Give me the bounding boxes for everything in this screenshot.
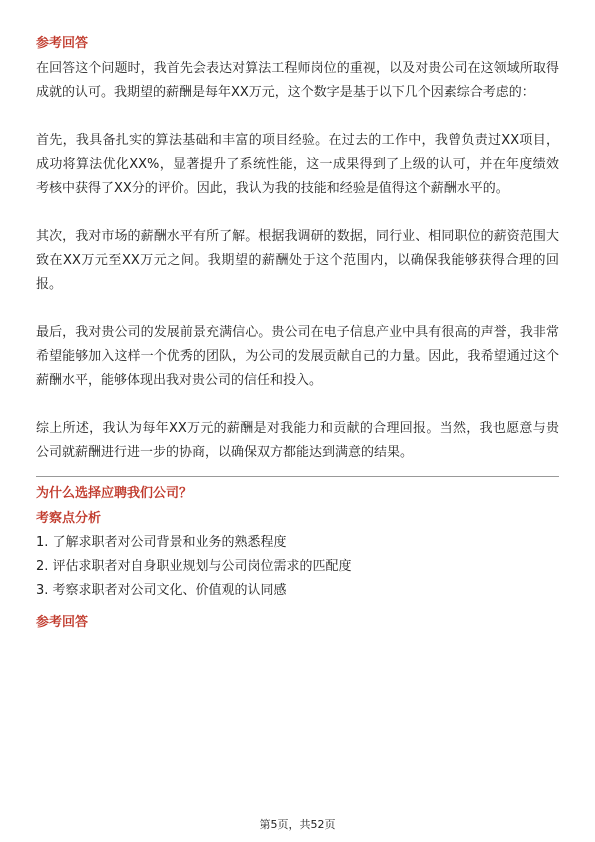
list-item: 2. 评估求职者对自身职业规划与公司岗位需求的匹配度 bbox=[36, 559, 352, 574]
page-content bbox=[36, 34, 559, 635]
answer-paragraph-first: 首先，我具备扎实的算法基础和丰富的项目经验。在过去的工作中，我曾负责过XX项目，成功将算法优化XX%，显著提升了系统性能，这一成果得到了上级的认可，并在年度绩效考核中获得了XX分的评价。因此，我认为我的技能和经验是值得这个薪酬水平的。 bbox=[36, 133, 559, 196]
question-title: 为什么选择应聘我们公司？ bbox=[36, 486, 193, 501]
list-item: 1. 了解求职者对公司背景和业务的熟悉程度 bbox=[36, 535, 287, 550]
reference-answer-heading: 参考回答 bbox=[36, 36, 89, 51]
list-item: 3. 考察求职者对公司文化、价值观的认同感 bbox=[36, 583, 287, 598]
answer-paragraph-intro: 在回答这个问题时，我首先会表达对算法工程师岗位的重视，以及对贵公司在这领域所取得成就的认可。我期望的薪酬是每年XX万元，这个数字是基于以下几个因素综合考虑的： bbox=[36, 61, 559, 100]
page-number: 第5页，共52页 bbox=[259, 818, 336, 831]
analysis-heading: 考察点分析 bbox=[36, 511, 102, 526]
answer-paragraph-third: 最后，我对贵公司的发展前景充满信心。贵公司在电子信息产业中具有很高的声誉，我非常希望能够加入这样一个优秀的团队，为公司的发展贡献自己的力量。因此，我希望通过这个薪酬水平，能够体现出我对贵公司的信任和投入。 bbox=[36, 325, 559, 388]
analysis-list bbox=[36, 531, 559, 603]
reference-answer-heading-2: 参考回答 bbox=[36, 615, 89, 630]
answer-paragraph-summary: 综上所述，我认为每年XX万元的薪酬是对我能力和贡献的合理回报。当然，我也愿意与贵公司就薪酬进行进一步的协商，以确保双方都能达到满意的结果。 bbox=[36, 421, 559, 460]
section-divider bbox=[36, 476, 559, 477]
answer-paragraph-second: 其次，我对市场的薪酬水平有所了解。根据我调研的数据，同行业、相同职位的薪资范围大致在XX万元至XX万元之间。我期望的薪酬处于这个范围内，以确保我能够获得合理的回报。 bbox=[36, 229, 559, 292]
